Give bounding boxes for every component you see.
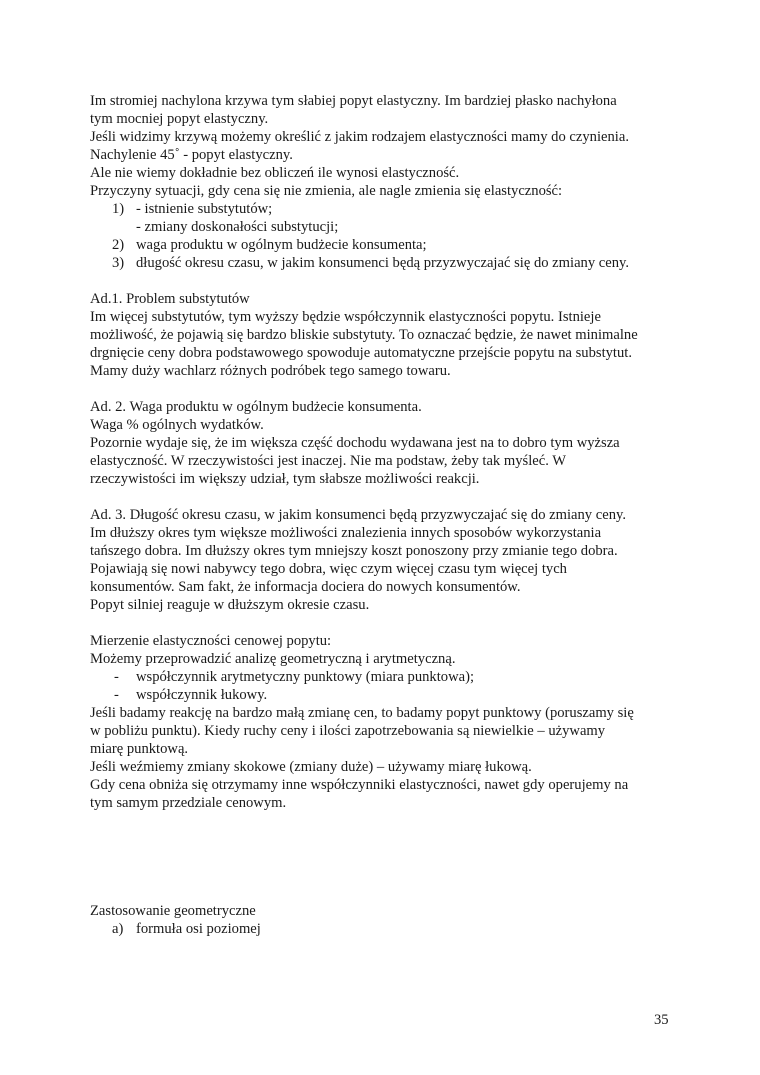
- paragraph-line: Im więcej substytutów, tym wyższy będzie współczynnik elastyczności popytu. Istnieje: [90, 309, 601, 325]
- page-number: 35: [654, 1012, 669, 1028]
- list-item-text: - zmiany doskonałości substytucji;: [136, 219, 339, 235]
- paragraph-line: tym mocniej popyt elastyczny.: [90, 111, 269, 127]
- section-heading: Ad. 2. Waga produktu w ogólnym budżecie konsumenta.: [90, 399, 422, 415]
- paragraph-line: konsumentów. Sam fakt, że informacja dociera do nowych konsumentów.: [90, 579, 521, 595]
- document-page: [90, 92, 680, 938]
- paragraph-line: drgnięcie ceny dobra podstawowego spowoduje automatyczne przejście popytu na substytut.: [90, 345, 632, 361]
- section-heading: Ad. 3. Długość okresu czasu, w jakim konsumenci będą przyzwyczajać się do zmiany ceny.: [90, 507, 627, 523]
- paragraph-line: Możemy przeprowadzić analizę geometryczną i arytmetyczną.: [90, 651, 456, 667]
- paragraph-line: Pozornie wydaje się, że im większa część dochodu wydawana jest na to dobro tym wyższa: [90, 435, 620, 451]
- paragraph-line: Gdy cena obniża się otrzymamy inne współczynniki elastyczności, nawet gdy operujemy na: [90, 777, 629, 793]
- paragraph-line: Im stromiej nachylona krzywa tym słabiej popyt elastyczny. Im bardziej płasko nachyłona: [90, 93, 617, 109]
- list-item: [90, 200, 680, 218]
- list-item-text: długość okresu czasu, w jakim konsumenci będą przyzwyczajać się do zmiany ceny.: [136, 255, 630, 271]
- list-number: a): [112, 921, 124, 937]
- list-number: 2): [112, 237, 125, 253]
- list-item-text: współczynnik łukowy.: [136, 687, 268, 703]
- paragraph-line: rzeczywistości im większy udział, tym słabsze możliwości reakcji.: [90, 471, 480, 487]
- section-heading: Ad.1. Problem substytutów: [90, 291, 250, 307]
- list-item-text: waga produktu w ogólnym budżecie konsumenta;: [136, 237, 427, 253]
- paragraph-line: miarę punktową.: [90, 741, 189, 757]
- geometry-section: [90, 902, 680, 938]
- list-item: [90, 218, 680, 236]
- list-number: 1): [112, 201, 125, 217]
- paragraph-line: Mamy duży wachlarz różnych podróbek tego samego towaru.: [90, 363, 451, 379]
- list-item-text: współczynnik arytmetyczny punktowy (miara punktowa);: [136, 669, 475, 685]
- list-item: [90, 254, 680, 272]
- list-dash: -: [114, 687, 119, 703]
- list-item: [90, 920, 680, 938]
- paragraph-line: w pobliżu punktu). Kiedy ruchy ceny i ilości zapotrzebowania są niewielkie – używamy: [90, 723, 606, 739]
- list-item-text: formuła osi poziomej: [136, 921, 261, 937]
- intro-section: [90, 92, 680, 272]
- list-item: [90, 236, 680, 254]
- ad3-section: [90, 506, 680, 614]
- paragraph-line: Jeśli badamy reakcję na bardzo małą zmianę cen, to badamy popyt punktowy (poruszamy się: [90, 705, 634, 721]
- paragraph-line: Pojawiają się nowi nabywcy tego dobra, więc czym więcej czasu tym więcej tych: [90, 561, 567, 577]
- paragraph-line: elastyczność. W rzeczywistości jest inaczej. Nie ma podstaw, żeby tak myśleć. W: [90, 453, 567, 469]
- measure-section: [90, 632, 680, 812]
- paragraph-line: Im dłuższy okres tym większe możliwości znalezienia innych sposobów wykorzystania: [90, 525, 602, 541]
- paragraph-line: Ale nie wiemy dokładnie bez obliczeń ile wynosi elastyczność.: [90, 165, 460, 181]
- list-item: [90, 686, 680, 704]
- list-number: 3): [112, 255, 125, 271]
- list-dash: -: [114, 669, 119, 685]
- list-item: [90, 668, 680, 686]
- ad2-section: [90, 398, 680, 488]
- section-heading: Zastosowanie geometryczne: [90, 903, 256, 919]
- paragraph-line: Nachylenie 45˚ - popyt elastyczny.: [90, 147, 293, 163]
- paragraph-line: możliwość, że pojawią się bardzo bliskie substytuty. To oznaczać będzie, że nawet minimalne: [90, 327, 638, 343]
- section-heading: Mierzenie elastyczności cenowej popytu:: [90, 633, 332, 649]
- ad1-section: [90, 290, 680, 380]
- paragraph-line: Jeśli weźmiemy zmiany skokowe (zmiany duże) – używamy miarę łukową.: [90, 759, 532, 775]
- paragraph-line: Jeśli widzimy krzywą możemy określić z jakim rodzajem elastyczności mamy do czynienia.: [90, 129, 629, 145]
- paragraph-line: Popyt silniej reaguje w dłuższym okresie czasu.: [90, 597, 370, 613]
- list-item-text: - istnienie substytutów;: [136, 201, 273, 217]
- paragraph-line: tym samym przedziale cenowym.: [90, 795, 287, 811]
- paragraph-line: tańszego dobra. Im dłuższy okres tym mniejszy koszt ponoszony przy zmianie tego dobra.: [90, 543, 618, 559]
- paragraph-line: Waga % ogólnych wydatków.: [90, 417, 264, 433]
- paragraph-line: Przyczyny sytuacji, gdy cena się nie zmienia, ale nagle zmienia się elastyczność:: [90, 183, 563, 199]
